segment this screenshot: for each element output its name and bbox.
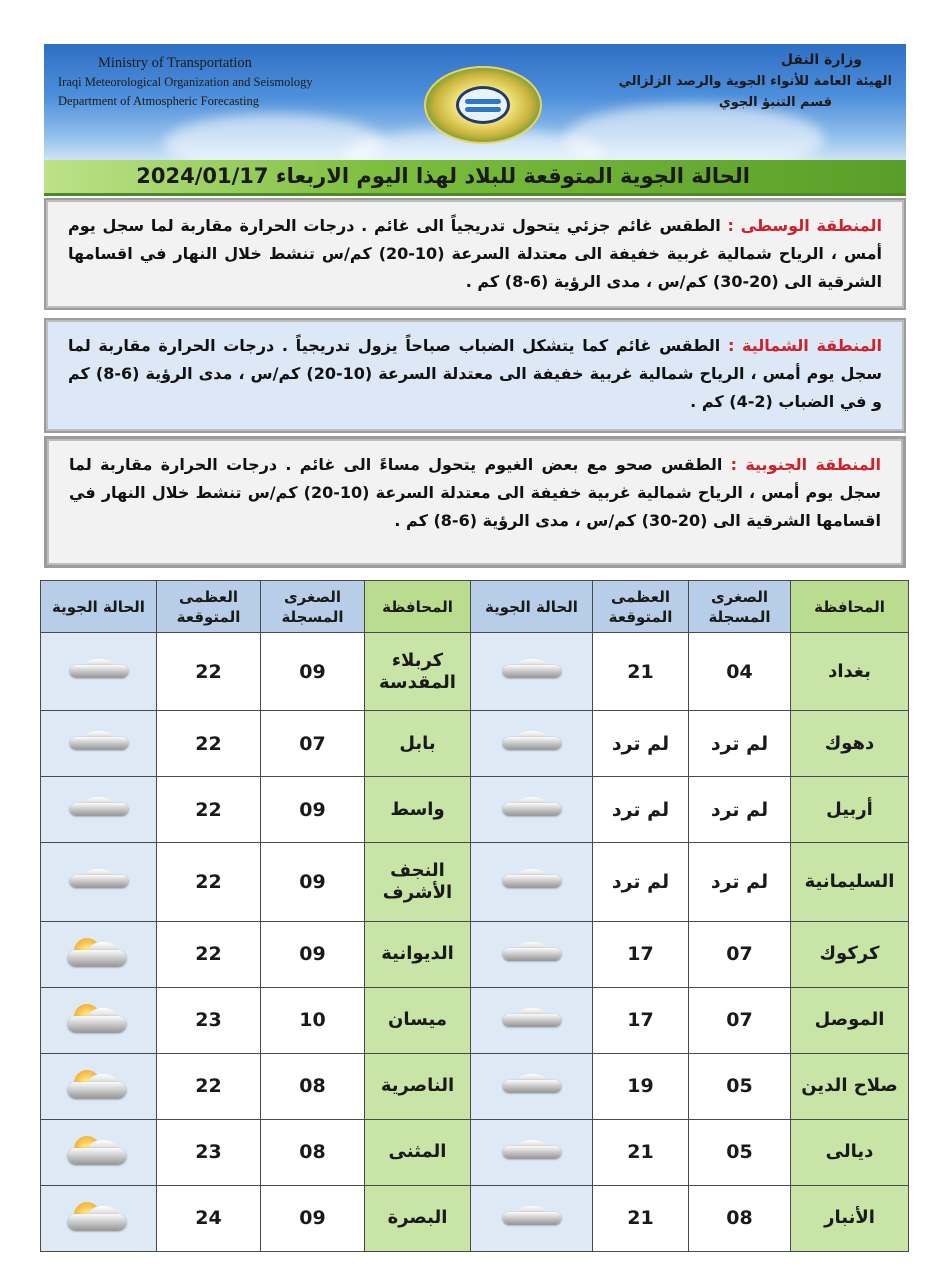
table-row <box>41 1119 909 1185</box>
min-temp-cell: 09 <box>261 921 365 987</box>
ministry-name-ar: وزارة النقل <box>780 52 862 68</box>
weather-cell <box>471 633 593 711</box>
region-central <box>44 198 906 310</box>
table-header-row <box>41 581 909 633</box>
min-temp-cell: 07 <box>261 711 365 777</box>
weather-cell <box>41 633 157 711</box>
cloud-icon <box>64 725 134 757</box>
governorate-cell: البصرة <box>365 1185 471 1251</box>
min-temp-cell: 05 <box>689 1119 791 1185</box>
min-temp-cell: 08 <box>261 1053 365 1119</box>
max-temp-cell: لم ترد <box>593 843 689 921</box>
department-name-ar: قسم التنبؤ الجوي <box>718 95 832 110</box>
weather-cell <box>41 777 157 843</box>
min-temp-cell: لم ترد <box>689 843 791 921</box>
governorate-cell: الناصرية <box>365 1053 471 1119</box>
min-temp-cell: 05 <box>689 1053 791 1119</box>
min-temp-cell: 04 <box>689 633 791 711</box>
forecast-table <box>40 580 909 1252</box>
table-row <box>41 921 909 987</box>
weather-cell <box>41 711 157 777</box>
header-min: الصغرى المسجلة <box>689 581 791 633</box>
weather-cell <box>471 1053 593 1119</box>
max-temp-cell: 22 <box>157 777 261 843</box>
table-row <box>41 1185 909 1251</box>
governorate-cell: ديالى <box>791 1119 909 1185</box>
cloud-icon <box>497 725 567 757</box>
governorate-cell: كركوك <box>791 921 909 987</box>
min-temp-cell: 07 <box>689 921 791 987</box>
min-temp-cell: 09 <box>261 1185 365 1251</box>
max-temp-cell: 23 <box>157 987 261 1053</box>
max-temp-cell: 22 <box>157 921 261 987</box>
max-temp-cell: 24 <box>157 1185 261 1251</box>
cloud-icon <box>497 1002 567 1034</box>
partly-cloudy-icon <box>64 1134 134 1166</box>
governorate-cell: النجف الأشرف <box>365 843 471 921</box>
max-temp-cell: لم ترد <box>593 711 689 777</box>
max-temp-cell: 17 <box>593 921 689 987</box>
max-temp-cell: 22 <box>157 843 261 921</box>
table-row <box>41 1053 909 1119</box>
header-governorate: المحافظة <box>365 581 471 633</box>
min-temp-cell: 09 <box>261 843 365 921</box>
max-temp-cell: 23 <box>157 1119 261 1185</box>
cloud-icon <box>497 863 567 895</box>
governorate-cell: المثنى <box>365 1119 471 1185</box>
governorate-cell: الأنبار <box>791 1185 909 1251</box>
region-name: المنطقة الشمالية : <box>727 336 882 355</box>
governorate-cell: الديوانية <box>365 921 471 987</box>
english-org-name <box>58 54 358 111</box>
cloud-icon <box>497 791 567 823</box>
max-temp-cell: 21 <box>593 1185 689 1251</box>
header-max: العظمى المتوقعة <box>157 581 261 633</box>
max-temp-cell: لم ترد <box>593 777 689 843</box>
table-row <box>41 777 909 843</box>
max-temp-cell: 22 <box>157 711 261 777</box>
governorate-cell: الموصل <box>791 987 909 1053</box>
governorate-cell: بغداد <box>791 633 909 711</box>
governorate-cell: بابل <box>365 711 471 777</box>
page-title: الحالة الجوية المتوقعة للبلاد لهذا اليوم الاربعاء 2024/01/17 <box>136 164 750 188</box>
arabic-org-name <box>612 50 892 113</box>
region-text: الطقس غائم جزئي يتحول تدريجياً الى غائم . درجات الحرارة مقاربة لما سجل يوم أمس ، الرياح شمالية غربية خفيفة الى معتدلة السرعة (10-20) كم/س تنشط خلال النهار في اقسامها الشرقية الى (20-30) كم/س ، مدى الرؤية (6-8) كم . <box>68 216 882 291</box>
governorate-cell: دهوك <box>791 711 909 777</box>
governorate-cell: واسط <box>365 777 471 843</box>
min-temp-cell: 09 <box>261 633 365 711</box>
weather-cell <box>41 843 157 921</box>
region-text: الطقس غائم كما يتشكل الضباب صباحاً يزول تدريجياً . درجات الحرارة مقاربة لما سجل يوم أمس ، الرياح شمالية غربية خفيفة الى معتدلة السرعة (10-20) كم/س ، مدى الرؤية (6-8) كم و في الضباب (2-4) كم . <box>68 336 883 411</box>
header-governorate: المحافظة <box>791 581 909 633</box>
weather-cell <box>471 921 593 987</box>
weather-cell <box>471 1185 593 1251</box>
weather-cell <box>471 843 593 921</box>
cloud-icon <box>497 936 567 968</box>
header-banner <box>44 44 906 160</box>
governorate-cell: كربلاء المقدسة <box>365 633 471 711</box>
table-row <box>41 633 909 711</box>
table-row <box>41 987 909 1053</box>
cloud-icon <box>497 653 567 685</box>
cloud-icon <box>497 1068 567 1100</box>
organization-name: Iraqi Meteorological Organization and Seismology <box>58 75 313 89</box>
min-temp-cell: لم ترد <box>689 711 791 777</box>
governorate-cell: السليمانية <box>791 843 909 921</box>
header-max: العظمى المتوقعة <box>593 581 689 633</box>
weather-cell <box>471 1119 593 1185</box>
table-row <box>41 843 909 921</box>
max-temp-cell: 22 <box>157 633 261 711</box>
cloud-icon <box>64 653 134 685</box>
max-temp-cell: 19 <box>593 1053 689 1119</box>
weather-cell <box>471 987 593 1053</box>
partly-cloudy-icon <box>64 936 134 968</box>
partly-cloudy-icon <box>64 1002 134 1034</box>
max-temp-cell: 22 <box>157 1053 261 1119</box>
cloud-icon <box>64 863 134 895</box>
weather-cell <box>41 1119 157 1185</box>
region-name: المنطقة الجنوبية : <box>730 455 881 474</box>
governorate-cell: صلاح الدين <box>791 1053 909 1119</box>
title-bar <box>44 160 906 196</box>
region-north <box>44 318 906 433</box>
organization-name-ar: الهيئة العامة للأنواء الجوية والرصد الزلزالي <box>618 74 892 89</box>
weather-cell <box>471 711 593 777</box>
min-temp-cell: 10 <box>261 987 365 1053</box>
header-weather: الحالة الجوية <box>41 581 157 633</box>
max-temp-cell: 17 <box>593 987 689 1053</box>
governorate-cell: ميسان <box>365 987 471 1053</box>
max-temp-cell: 21 <box>593 1119 689 1185</box>
partly-cloudy-icon <box>64 1200 134 1232</box>
table-row <box>41 711 909 777</box>
weather-cell <box>41 921 157 987</box>
min-temp-cell: 07 <box>689 987 791 1053</box>
max-temp-cell: 21 <box>593 633 689 711</box>
weather-cell <box>41 987 157 1053</box>
cloud-icon <box>497 1134 567 1166</box>
cloud-icon <box>497 1200 567 1232</box>
weather-cell <box>41 1185 157 1251</box>
ministry-name: Ministry of Transportation <box>98 55 252 71</box>
weather-cell <box>41 1053 157 1119</box>
region-south <box>44 436 906 568</box>
min-temp-cell: 09 <box>261 777 365 843</box>
governorate-cell: أربيل <box>791 777 909 843</box>
department-name: Department of Atmospheric Forecasting <box>58 94 259 108</box>
header-min: الصغرى المسجلة <box>261 581 365 633</box>
min-temp-cell: لم ترد <box>689 777 791 843</box>
min-temp-cell: 08 <box>261 1119 365 1185</box>
header-weather: الحالة الجوية <box>471 581 593 633</box>
weather-cell <box>471 777 593 843</box>
min-temp-cell: 08 <box>689 1185 791 1251</box>
region-text: الطقس صحو مع بعض الغيوم يتحول مساءً الى غائم . درجات الحرارة مقاربة لما سجل يوم أمس ، الرياح شمالية غربية خفيفة الى معتدلة السرعة (10-20) كم/س تنشط خلال النهار في اقسامها الشرقية الى (20-30) كم/س ، مدى الرؤية (6-8) كم . <box>69 455 881 530</box>
organization-logo <box>424 66 542 144</box>
region-name: المنطقة الوسطى : <box>727 216 883 235</box>
cloud-icon <box>64 791 134 823</box>
partly-cloudy-icon <box>64 1068 134 1100</box>
